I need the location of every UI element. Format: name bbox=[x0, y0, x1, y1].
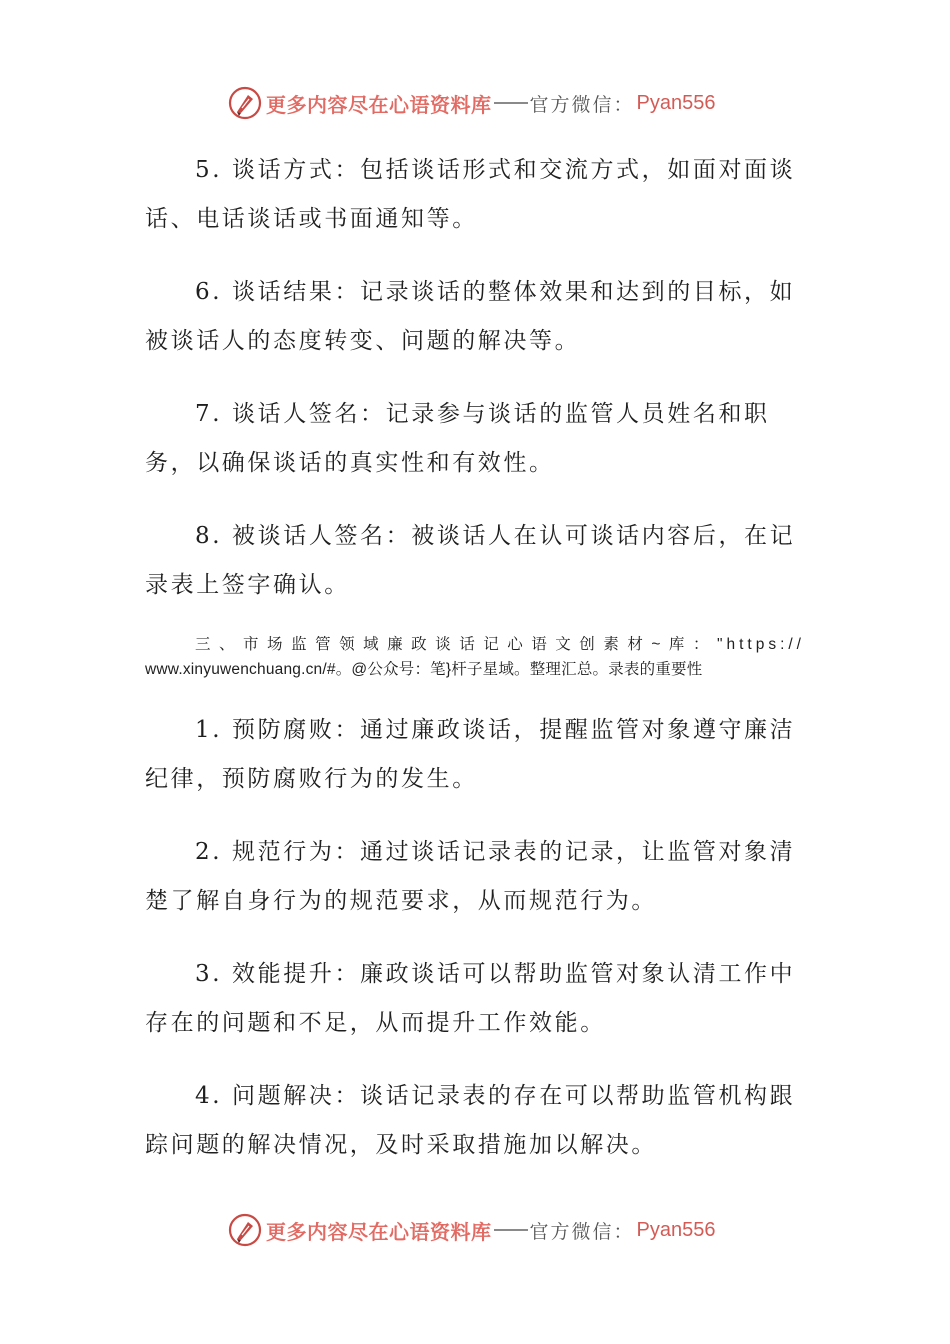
pen-nib-icon bbox=[228, 1213, 262, 1247]
official-wechat-label: 官方微信： bbox=[529, 93, 635, 116]
brand-text: 更多内容尽在心语资料库 bbox=[266, 92, 492, 117]
banner-divider bbox=[494, 1229, 528, 1231]
section-heading bbox=[145, 632, 805, 682]
section-heading-line-2: www.xinyuwenchuang.cn/#。@公众号：笔}杆子星域。整理汇总。录表的重要性 bbox=[145, 661, 703, 678]
paragraph-item-7: 7. 谈话人签名：记录参与谈话的监管人员姓名和职务，以确保谈话的真实性和有效性。 bbox=[145, 401, 770, 476]
wechat-id: Pyan556 bbox=[636, 91, 716, 114]
paragraph-item-5: 5. 谈话方式：包括谈话形式和交流方式，如面对面谈话、电话谈话或书面通知等。 bbox=[145, 157, 796, 232]
section-heading-line-1: 三、市场监管领域廉政谈话记心语文创素材~库："https:// bbox=[195, 636, 805, 653]
official-wechat-label: 官方微信： bbox=[529, 1220, 635, 1243]
paragraph-item-3: 3. 效能提升：廉政谈话可以帮助监管对象认清工作中存在的问题和不足，从而提升工作效能。 bbox=[145, 961, 796, 1036]
paragraph-item-1: 1. 预防腐败：通过廉政谈话，提醒监管对象遵守廉洁纪律，预防腐败行为的发生。 bbox=[145, 717, 796, 792]
paragraph-item-6: 6. 谈话结果：记录谈话的整体效果和达到的目标，如被谈话人的态度转变、问题的解决等。 bbox=[145, 279, 796, 354]
header-banner bbox=[228, 85, 715, 121]
paragraph-item-2: 2. 规范行为：通过谈话记录表的记录，让监管对象清楚了解自身行为的规范要求，从而规范行为。 bbox=[145, 839, 796, 914]
footer-banner bbox=[228, 1212, 715, 1248]
wechat-id: Pyan556 bbox=[636, 1218, 716, 1241]
pen-nib-icon bbox=[228, 86, 262, 120]
brand-text: 更多内容尽在心语资料库 bbox=[266, 1219, 492, 1244]
paragraph-item-4: 4. 问题解决：谈话记录表的存在可以帮助监管机构跟踪问题的解决情况，及时采取措施加以解决。 bbox=[145, 1083, 796, 1158]
paragraph-item-8: 8. 被谈话人签名：被谈话人在认可谈话内容后，在记录表上签字确认。 bbox=[145, 523, 796, 598]
banner-divider bbox=[494, 102, 528, 104]
